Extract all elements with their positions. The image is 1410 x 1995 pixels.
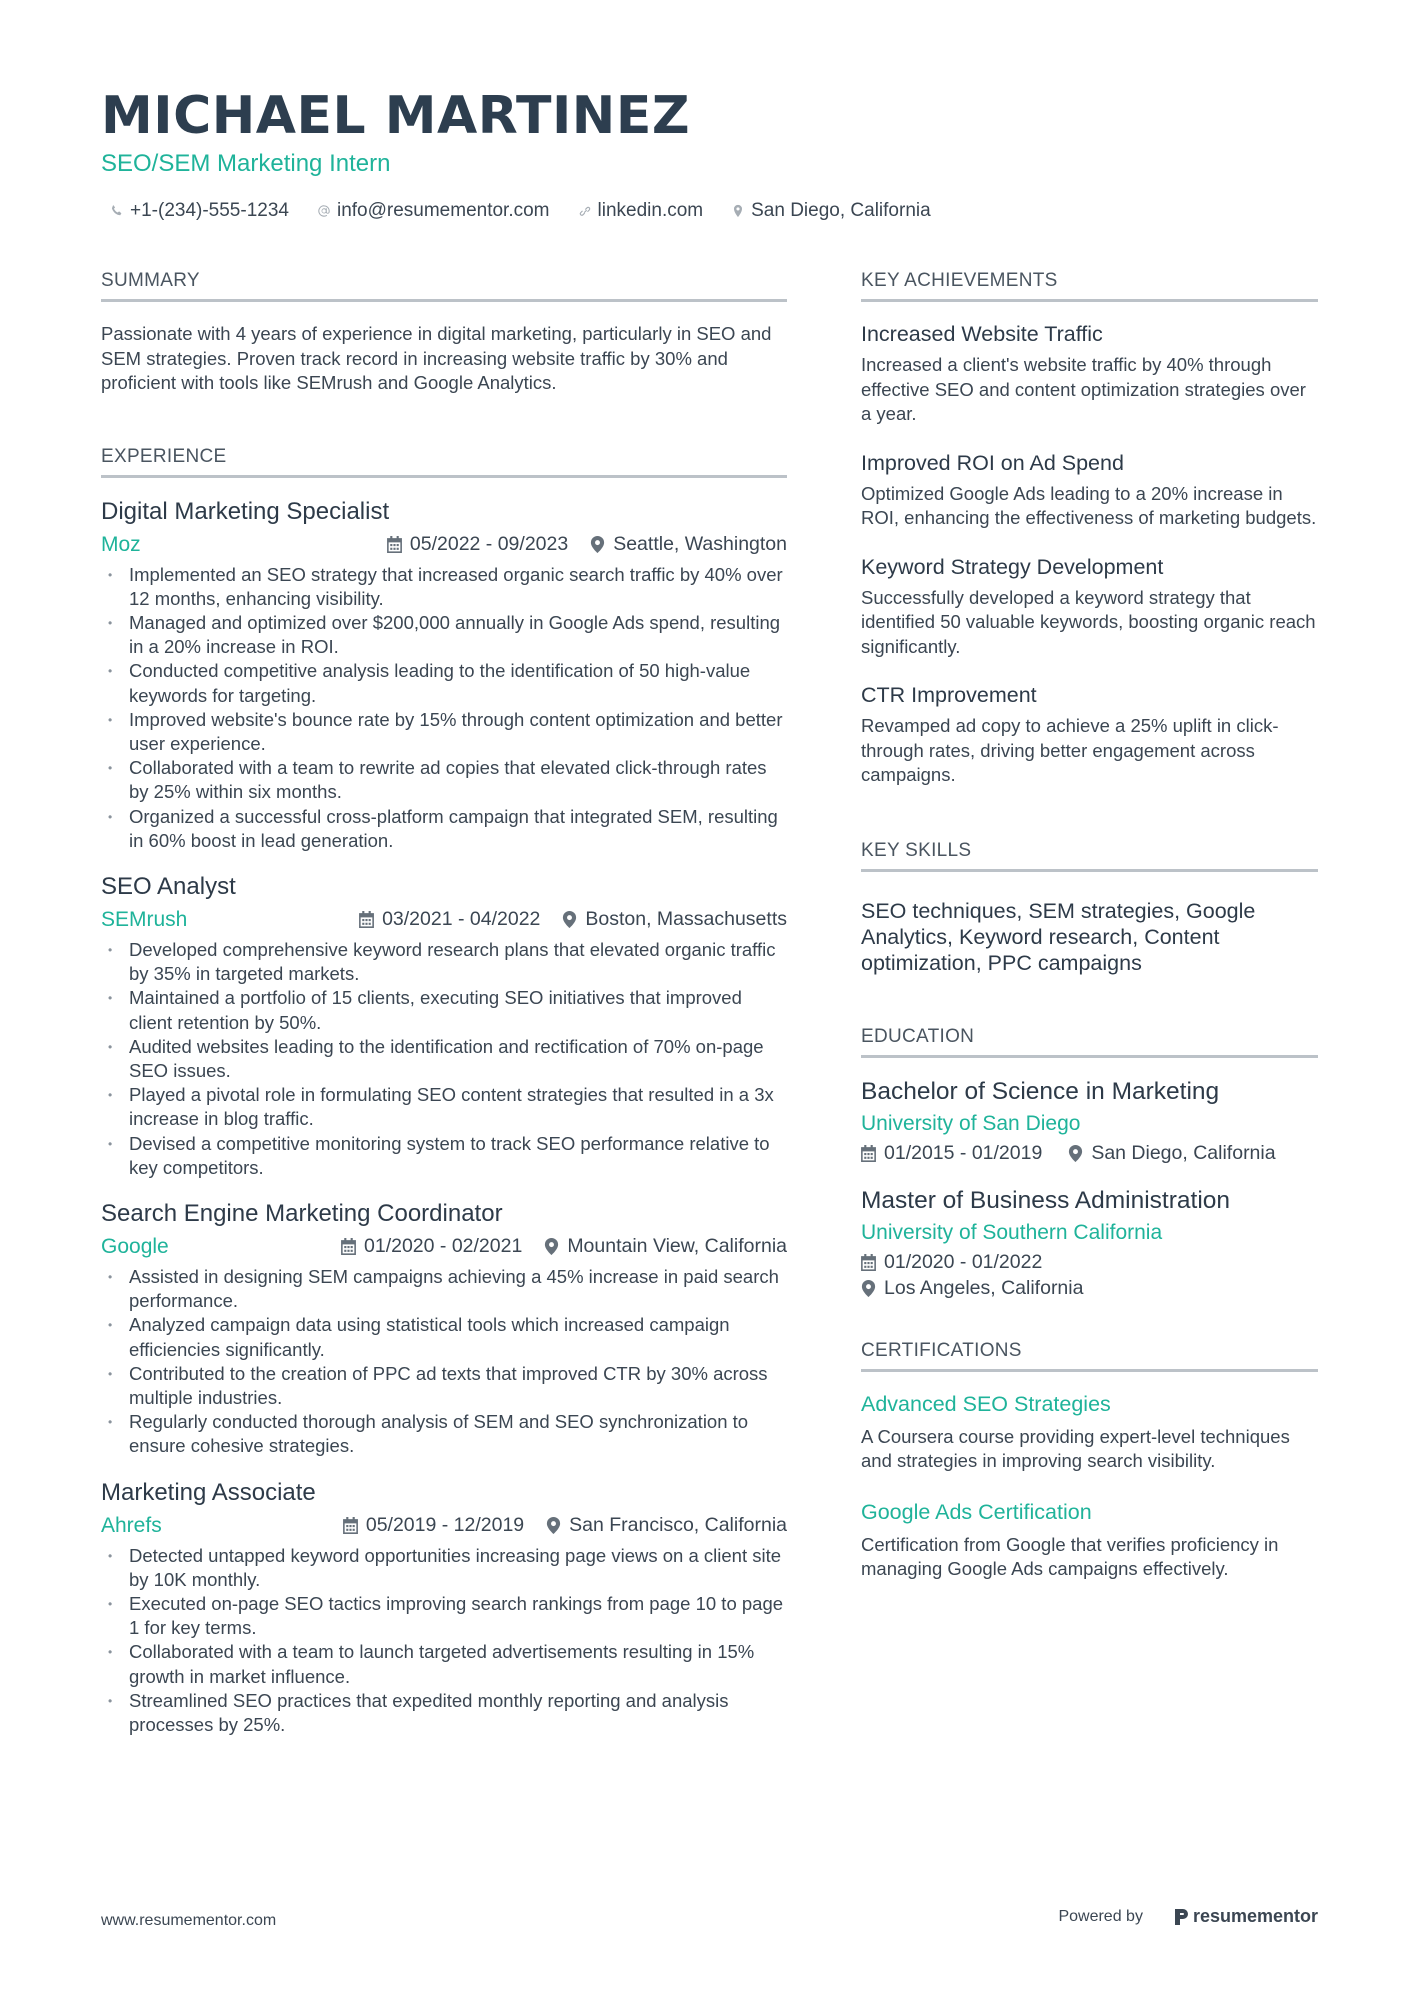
bullet-item: • Played a pivotal role in formulating SEO content strategies that resulted in a 3x increase in blog traffic. bbox=[101, 1083, 787, 1131]
contact-phone bbox=[110, 200, 289, 222]
achievement-desc: Increased a client's website traffic by 40% through effective SEO and content optimization strategies over a year. bbox=[861, 354, 1306, 424]
job-subheader bbox=[101, 1514, 787, 1538]
job-subheader bbox=[101, 1235, 787, 1259]
certifications-section bbox=[861, 1340, 1318, 1582]
bullet-item: • Regularly conducted thorough analysis of SEM and SEO synchronization to ensure cohesive strategies. bbox=[101, 1410, 787, 1458]
job-entry bbox=[101, 498, 787, 853]
job-location-text: Mountain View, California bbox=[567, 1235, 787, 1258]
phone-text: +1-(234)-555-1234 bbox=[130, 200, 289, 221]
summary-section bbox=[101, 270, 787, 396]
right-column bbox=[861, 270, 1318, 1582]
job-location-text: San Francisco, California bbox=[569, 1514, 787, 1537]
edu-location-text: Los Angeles, California bbox=[884, 1276, 1084, 1299]
job-location bbox=[590, 533, 787, 556]
bullet-item: • Implemented an SEO strategy that increased organic search traffic by 40% over 12 months, enhancing visibility. bbox=[101, 563, 787, 611]
bullet-item: • Developed comprehensive keyword research plans that elevated organic traffic by 35% in targeted markets. bbox=[101, 938, 787, 986]
left-column bbox=[101, 270, 787, 1737]
education-heading: EDUCATION bbox=[861, 1026, 1318, 1058]
candidate-role: SEO/SEM Marketing Intern bbox=[101, 150, 391, 177]
job-company: Ahrefs bbox=[101, 1513, 162, 1537]
cert-title: Google Ads Certification bbox=[861, 1499, 1092, 1524]
job-subheader bbox=[101, 533, 787, 557]
achievements-heading: KEY ACHIEVEMENTS bbox=[861, 270, 1318, 302]
cert-title: Advanced SEO Strategies bbox=[861, 1391, 1111, 1416]
at-icon bbox=[317, 204, 331, 218]
bullet-item: • Collaborated with a team to launch targeted advertisements resulting in 15% growth in market influence. bbox=[101, 1640, 787, 1688]
job-location bbox=[546, 1514, 787, 1537]
edu-dates-text: 01/2015 - 01/2019 bbox=[884, 1141, 1043, 1164]
job-location bbox=[544, 1235, 787, 1258]
job-location bbox=[562, 908, 787, 931]
achievement-title: CTR Improvement bbox=[861, 683, 1037, 707]
bullet-item: • Managed and optimized over $200,000 annually in Google Ads spend, resulting in a 20% increase in ROI. bbox=[101, 611, 787, 659]
contact-location bbox=[731, 200, 931, 222]
job-dates bbox=[341, 1235, 522, 1258]
email-text[interactable]: info@resumementor.com bbox=[336, 200, 550, 221]
job-entry bbox=[101, 873, 787, 1180]
job-dates bbox=[387, 533, 568, 556]
job-entry bbox=[101, 1479, 787, 1738]
job-dates-text: 03/2021 - 04/2022 bbox=[382, 908, 541, 931]
bullet-item: • Collaborated with a team to rewrite ad copies that elevated click-through rates by 25% within six months. bbox=[101, 756, 787, 804]
education-item bbox=[861, 1187, 1318, 1300]
bullet-item: • Assisted in designing SEM campaigns achieving a 45% increase in paid search performance. bbox=[101, 1265, 787, 1313]
job-dates-text: 05/2019 - 12/2019 bbox=[365, 1514, 525, 1537]
linkedin-text[interactable]: linkedin.com bbox=[597, 200, 704, 221]
job-subheader bbox=[101, 908, 787, 932]
edu-meta bbox=[861, 1142, 1318, 1165]
edu-location bbox=[1068, 1142, 1275, 1165]
achievement-title: Increased Website Traffic bbox=[861, 322, 1103, 346]
experience-section bbox=[101, 446, 787, 1738]
job-bullets bbox=[101, 938, 787, 1180]
bullet-item: • Detected untapped keyword opportunities increasing page views on a client site by 10K monthly. bbox=[101, 1544, 787, 1592]
job-company: SEMrush bbox=[101, 907, 188, 931]
job-meta bbox=[341, 1235, 787, 1258]
achievement-desc: Successfully developed a keyword strategy that identified 50 valuable keywords, boosting organic reach significantly. bbox=[861, 586, 1316, 657]
achievement-item bbox=[861, 555, 1318, 660]
bullet-item: • Contributed to the creation of PPC ad texts that improved CTR by 30% across multiple industries. bbox=[101, 1362, 787, 1410]
footer-url[interactable]: www.resumementor.com bbox=[101, 1912, 277, 1929]
job-meta bbox=[387, 533, 787, 556]
bullet-item: • Organized a successful cross-platform campaign that integrated SEM, resulting in 60% boost in lead generation. bbox=[101, 805, 787, 853]
certification-item bbox=[861, 1500, 1318, 1582]
brand-logo[interactable] bbox=[1173, 1906, 1318, 1927]
skills-heading: KEY SKILLS bbox=[861, 840, 1318, 872]
job-bullets bbox=[101, 1544, 787, 1738]
job-location-text: Boston, Massachusetts bbox=[585, 908, 787, 931]
job-bullets bbox=[101, 1265, 787, 1459]
calendar-icon bbox=[861, 1145, 876, 1162]
edu-dates bbox=[861, 1251, 1042, 1274]
calendar-icon bbox=[359, 911, 374, 928]
job-company: Moz bbox=[101, 532, 141, 556]
map-pin-icon bbox=[562, 911, 577, 928]
certification-item bbox=[861, 1392, 1318, 1474]
bullet-item: • Executed on-page SEO tactics improving search rankings from page 10 to page 1 for key terms. bbox=[101, 1592, 787, 1640]
map-pin-icon bbox=[1068, 1145, 1083, 1162]
edu-degree: Bachelor of Science in Marketing bbox=[861, 1077, 1220, 1105]
footer-brand bbox=[1058, 1906, 1318, 1927]
job-title: Marketing Associate bbox=[101, 1478, 316, 1506]
candidate-name: MICHAEL MARTINEZ bbox=[101, 86, 691, 146]
achievement-item bbox=[861, 451, 1318, 531]
map-pin-icon bbox=[546, 1517, 561, 1534]
job-dates-text: 05/2022 - 09/2023 bbox=[409, 533, 569, 555]
achievements-section bbox=[861, 270, 1318, 788]
education-section bbox=[861, 1026, 1318, 1300]
calendar-icon bbox=[341, 1238, 356, 1255]
edu-degree: Master of Business Administration bbox=[861, 1186, 1231, 1214]
bullet-item: • Streamlined SEO practices that expedited monthly reporting and analysis processes by 25%. bbox=[101, 1689, 787, 1737]
map-pin-icon bbox=[861, 1280, 876, 1297]
powered-by-label: Powered by bbox=[1058, 1907, 1143, 1925]
bullet-item: • Improved website's bounce rate by 15% through content optimization and better user experience. bbox=[101, 708, 787, 756]
achievement-title: Keyword Strategy Development bbox=[861, 554, 1164, 579]
bullet-item: • Conducted competitive analysis leading to the identification of 50 high-value keywords for targeting. bbox=[101, 659, 787, 707]
job-location-text: Seattle, Washington bbox=[613, 533, 787, 555]
job-dates bbox=[343, 1514, 524, 1537]
job-title: SEO Analyst bbox=[101, 872, 236, 900]
job-entry bbox=[101, 1200, 787, 1459]
calendar-icon bbox=[861, 1254, 876, 1271]
edu-meta bbox=[861, 1251, 1318, 1300]
cert-desc: A Coursera course providing expert-level techniques and strategies in improving search visibility. bbox=[861, 1425, 1290, 1471]
calendar-icon bbox=[343, 1517, 358, 1534]
bullet-item: • Maintained a portfolio of 15 clients, executing SEO initiatives that improved client retention by 50%. bbox=[101, 986, 787, 1034]
job-company: Google bbox=[101, 1234, 169, 1258]
job-meta bbox=[343, 1514, 787, 1537]
skills-section bbox=[861, 840, 1318, 976]
brand-name: resumementor bbox=[1192, 1906, 1318, 1926]
achievement-item bbox=[861, 322, 1318, 427]
edu-location bbox=[861, 1277, 1083, 1300]
cert-desc: Certification from Google that verifies proficiency in managing Google Ads campaigns effectively. bbox=[861, 1533, 1279, 1579]
edu-dates bbox=[861, 1142, 1042, 1165]
edu-school: University of Southern California bbox=[861, 1220, 1163, 1244]
contact-bar bbox=[110, 200, 931, 222]
job-bullets bbox=[101, 563, 787, 853]
education-item bbox=[861, 1078, 1318, 1165]
achievement-item bbox=[861, 683, 1318, 788]
skills-text: SEO techniques, SEM strategies, Google Analytics, Keyword research, Content optimization, PPC campaigns bbox=[861, 898, 1256, 975]
location-text: San Diego, California bbox=[751, 200, 931, 221]
job-meta bbox=[359, 908, 787, 931]
job-dates bbox=[359, 908, 540, 931]
bullet-item: • Devised a competitive monitoring system to track SEO performance relative to key competitors. bbox=[101, 1132, 787, 1180]
job-title: Search Engine Marketing Coordinator bbox=[101, 1199, 503, 1227]
contact-linkedin[interactable] bbox=[578, 200, 704, 222]
edu-dates-text: 01/2020 - 01/2022 bbox=[884, 1250, 1043, 1273]
link-icon bbox=[578, 204, 592, 218]
edu-location-text: San Diego, California bbox=[1091, 1141, 1276, 1164]
achievement-desc: Revamped ad copy to achieve a 25% uplift in click-through rates, driving better engagement across campaigns. bbox=[861, 715, 1279, 785]
phone-icon bbox=[110, 204, 124, 218]
achievement-title: Improved ROI on Ad Spend bbox=[861, 450, 1124, 475]
achievement-desc: Optimized Google Ads leading to a 20% increase in ROI, enhancing the effectiveness of marketing budgets. bbox=[861, 482, 1317, 528]
summary-heading: SUMMARY bbox=[101, 270, 787, 302]
bullet-item: • Analyzed campaign data using statistical tools which increased campaign efficiencies significantly. bbox=[101, 1313, 787, 1361]
job-title: Digital Marketing Specialist bbox=[101, 497, 390, 525]
certifications-heading: CERTIFICATIONS bbox=[861, 1340, 1318, 1372]
map-pin-icon bbox=[590, 536, 605, 553]
map-pin-icon bbox=[731, 204, 745, 218]
map-pin-icon bbox=[544, 1238, 559, 1255]
summary-text: Passionate with 4 years of experience in digital marketing, particularly in SEO and SEM strategies. Proven track record in increasing website traffic by 30% and proficient with tools like SEMrush and Google Analytics. bbox=[101, 323, 772, 393]
calendar-icon bbox=[387, 536, 402, 553]
contact-email[interactable] bbox=[317, 200, 550, 222]
resumementor-logo-icon bbox=[1173, 1907, 1189, 1927]
job-dates-text: 01/2020 - 02/2021 bbox=[364, 1235, 523, 1258]
edu-school: University of San Diego bbox=[861, 1111, 1081, 1135]
experience-heading: EXPERIENCE bbox=[101, 446, 787, 478]
bullet-item: • Audited websites leading to the identification and rectification of 70% on-page SEO issues. bbox=[101, 1035, 787, 1083]
